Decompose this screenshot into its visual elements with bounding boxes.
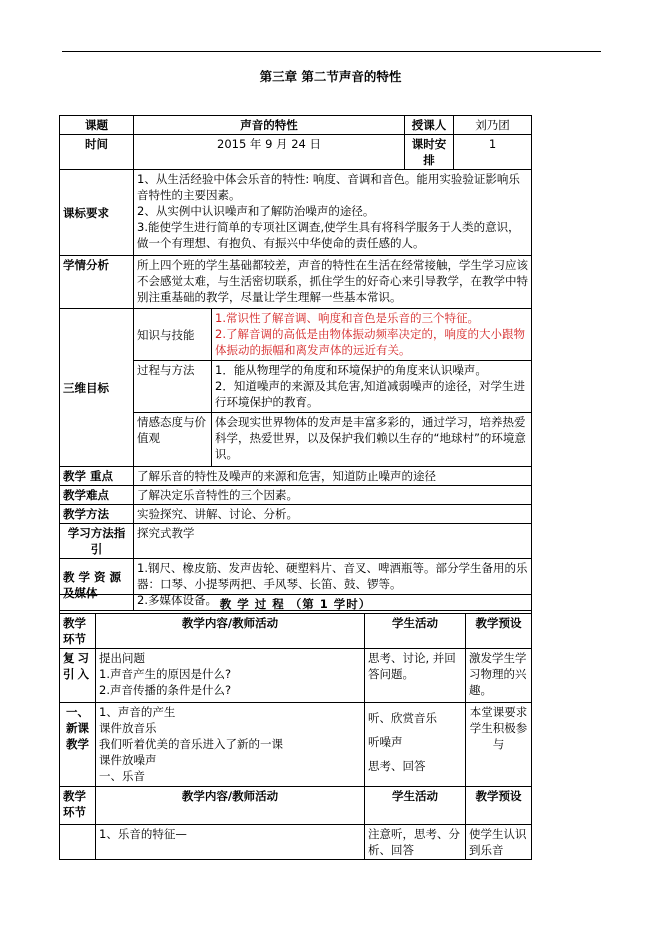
requirements-label: 课标要求 xyxy=(60,170,134,256)
col-student-header: 学生活动 xyxy=(365,614,466,649)
time-value: 2015 年 9 月 24 日 xyxy=(134,135,405,170)
teacher-label: 授课人 xyxy=(405,116,454,135)
lesson-info-table xyxy=(59,115,532,611)
analysis-label: 学情分析 xyxy=(60,256,134,309)
col-preset-header-2: 教学预设 xyxy=(466,787,532,825)
col-content-header: 教学内容/教师活动 xyxy=(96,614,365,649)
new-lesson-preset: 本堂课要求学生积极参与 xyxy=(466,703,532,787)
requirements-content: 1、从生活经验中体会乐音的特性: 响度、音调和音色。能用实验验证影响乐音特性的主要因素。 2、从实例中认识噪声和了解防治噪声的途径。 3.能使学生进行简单的专项社区调查,使学生具有将科学服务于人类的意识，做一个有理想、有抱负、有振兴中华使命的责任感的人。 xyxy=(134,170,532,256)
knowledge-label: 知识与技能 xyxy=(134,309,212,361)
schedule-value: 1 xyxy=(454,135,532,170)
process-title: 教 学 过 程 （第 1 学时） xyxy=(60,595,532,614)
process-method-content: 1．能从物理学的角度和环境保护的角度来认识噪声。 2．知道噪声的来源及其危害,知道减弱噪声的途径，对学生进行环境保护的教育。 xyxy=(212,361,532,413)
col-stage-header-2: 教学环节 xyxy=(60,787,96,825)
resources-label: 教 学 资 源 及媒体 xyxy=(60,559,134,611)
topic-value: 声音的特性 xyxy=(134,116,405,135)
col-student-header-2: 学生活动 xyxy=(365,787,466,825)
topic-label: 课题 xyxy=(60,116,134,135)
time-label: 时间 xyxy=(60,135,134,170)
review-student: 思考、讨论, 并回答问题。 xyxy=(365,649,466,703)
review-content: 提出问题 1.声音产生的原因是什么? 2.声音传播的条件是什么? xyxy=(96,649,365,703)
last-row-student: 注意听，思考、分析、回答 xyxy=(365,825,466,860)
stage-review: 复习引入 xyxy=(60,649,96,703)
process-method-label: 过程与方法 xyxy=(134,361,212,413)
resources-content: 1.钢尺、橡皮筋、发声齿轮、硬塑料片、音叉、啤酒瓶等。部分学生备用的乐器：口琴、小提琴两把、手风琴、长笛、鼓、锣等。 2.多媒体设备。 xyxy=(134,559,532,611)
col-content-header-2: 教学内容/教师活动 xyxy=(96,787,365,825)
review-preset: 激发学生学习物理的兴趣。 xyxy=(466,649,532,703)
header-rule xyxy=(62,51,601,52)
knowledge-content: 1.常识性了解音调、响度和音色是乐音的三个特征。 2.了解音调的高低是由物体振动频率决定的，响度的大小跟物体振动的振幅和离发声体的远近有关。 xyxy=(212,309,532,361)
emotion-label: 情感态度与价值观 xyxy=(134,413,212,467)
teaching-process-table xyxy=(59,594,532,860)
last-row-stage xyxy=(60,825,96,860)
col-preset-header: 教学预设 xyxy=(466,614,532,649)
study-guide-label: 学习方法指引 xyxy=(60,524,134,559)
page-title: 第三章 第二节声音的特性 xyxy=(259,69,402,84)
last-row-content: 1、乐音的特征— xyxy=(96,825,365,860)
methods-label: 教学方法 xyxy=(60,505,134,524)
teacher-value: 刘乃团 xyxy=(454,116,532,135)
emotion-content: 体会现实世界物体的发声是丰富多彩的，通过学习，培养热爱科学，热爱世界，以及保护我们赖以生存的“地球村”的环境意识。 xyxy=(212,413,532,467)
new-lesson-student: 听、欣赏音乐 听噪声 思考、回答 xyxy=(365,703,466,787)
last-row-preset: 使学生认识到乐音 xyxy=(466,825,532,860)
analysis-content: 所上四个班的学生基础都较差，声音的特性在生活在经常接触，学生学习应该不会感觉太难，与生活密切联系，抓住学生的好奇心来引导教学，在教学中特别注重基础的教学，尽量让学生理解一些基本常识。 xyxy=(134,256,532,309)
col-stage-header: 教学环节 xyxy=(60,614,96,649)
new-lesson-content: 1、声音的产生 课件放音乐 我们听着优美的音乐进入了新的一课 课件放噪声 一、乐音 xyxy=(96,703,365,787)
key-point-label: 教学 重点 xyxy=(60,467,134,486)
schedule-label: 课时安排 xyxy=(405,135,454,170)
key-point-content: 了解乐音的特性及噪声的来源和危害，知道防止噪声的途径 xyxy=(134,467,532,486)
objectives-label: 三维目标 xyxy=(60,309,134,467)
difficulty-label: 教学难点 xyxy=(60,486,134,505)
methods-content: 实验探究、讲解、讨论、分析。 xyxy=(134,505,532,524)
stage-new-lesson: 一、新课教学 xyxy=(60,703,96,787)
study-guide-content: 探究式教学 xyxy=(134,524,532,559)
difficulty-content: 了解决定乐音特性的三个因素。 xyxy=(134,486,532,505)
